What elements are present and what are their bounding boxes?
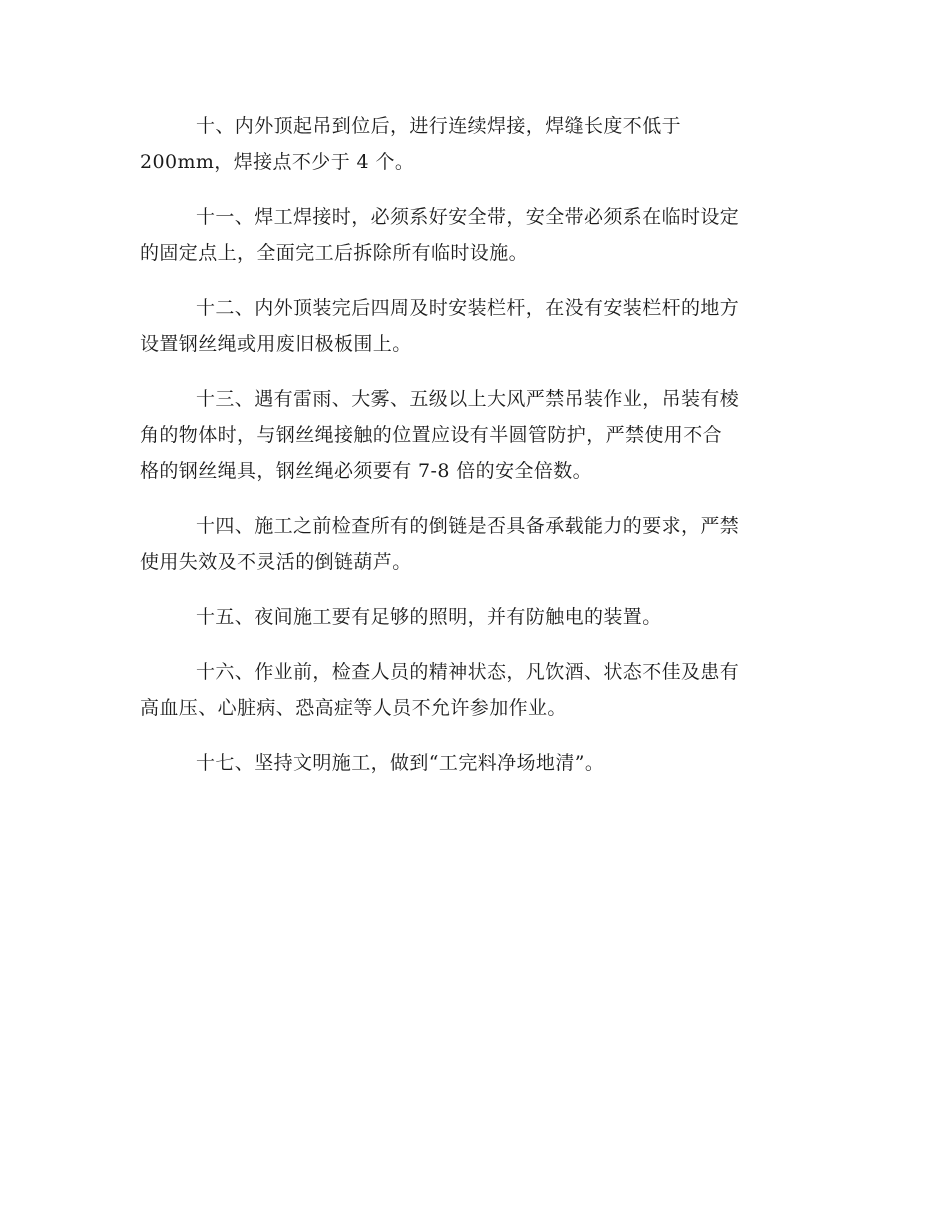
paragraph-line: 设置钢丝绳或用废旧极板围上。 [140,333,412,355]
paragraph-11 [140,199,810,271]
paragraph-line: 十五、夜间施工要有足够的照明，并有防触电的装置。 [196,606,662,628]
paragraph-14 [140,508,810,580]
paragraph-line: 十六、作业前，检查人员的精神状态，凡饮酒、状态不佳及患有 [196,661,740,683]
paragraph-line: 十、内外顶起吊到位后，进行连续焊接，焊缝长度不低于 [196,115,682,137]
paragraph-line: 十七、坚持文明施工，做到“工完料净场地清”。 [196,752,605,774]
paragraph-line: 高血压、心脏病、恐高症等人员不允许参加作业。 [140,697,567,719]
paragraph-15 [140,599,810,635]
paragraph-line: 的固定点上，全面完工后拆除所有临时设施。 [140,242,529,264]
paragraph-13 [140,381,810,489]
paragraph-16 [140,654,810,726]
paragraph-line: 十三、遇有雷雨、大雾、五级以上大风严禁吊装作业，吊装有棱 [196,388,740,410]
paragraph-line: 格的钢丝绳具，钢丝绳必须要有 7-8 倍的安全倍数。 [140,460,593,482]
paragraph-line: 200mm，焊接点不少于 4 个。 [140,151,415,173]
paragraph-line: 十四、施工之前检查所有的倒链是否具备承载能力的要求，严禁 [196,515,740,537]
paragraph-line: 使用失效及不灵活的倒链葫芦。 [140,551,412,573]
document-body [140,108,810,800]
paragraph-10 [140,108,810,180]
paragraph-17 [140,745,810,781]
paragraph-line: 十一、焊工焊接时，必须系好安全带，安全带必须系在临时设定 [196,206,740,228]
paragraph-line: 角的物体时，与钢丝绳接触的位置应设有半圆管防护，严禁使用不合 [140,424,723,446]
paragraph-12 [140,290,810,362]
paragraph-line: 十二、内外顶装完后四周及时安装栏杆，在没有安装栏杆的地方 [196,297,740,319]
